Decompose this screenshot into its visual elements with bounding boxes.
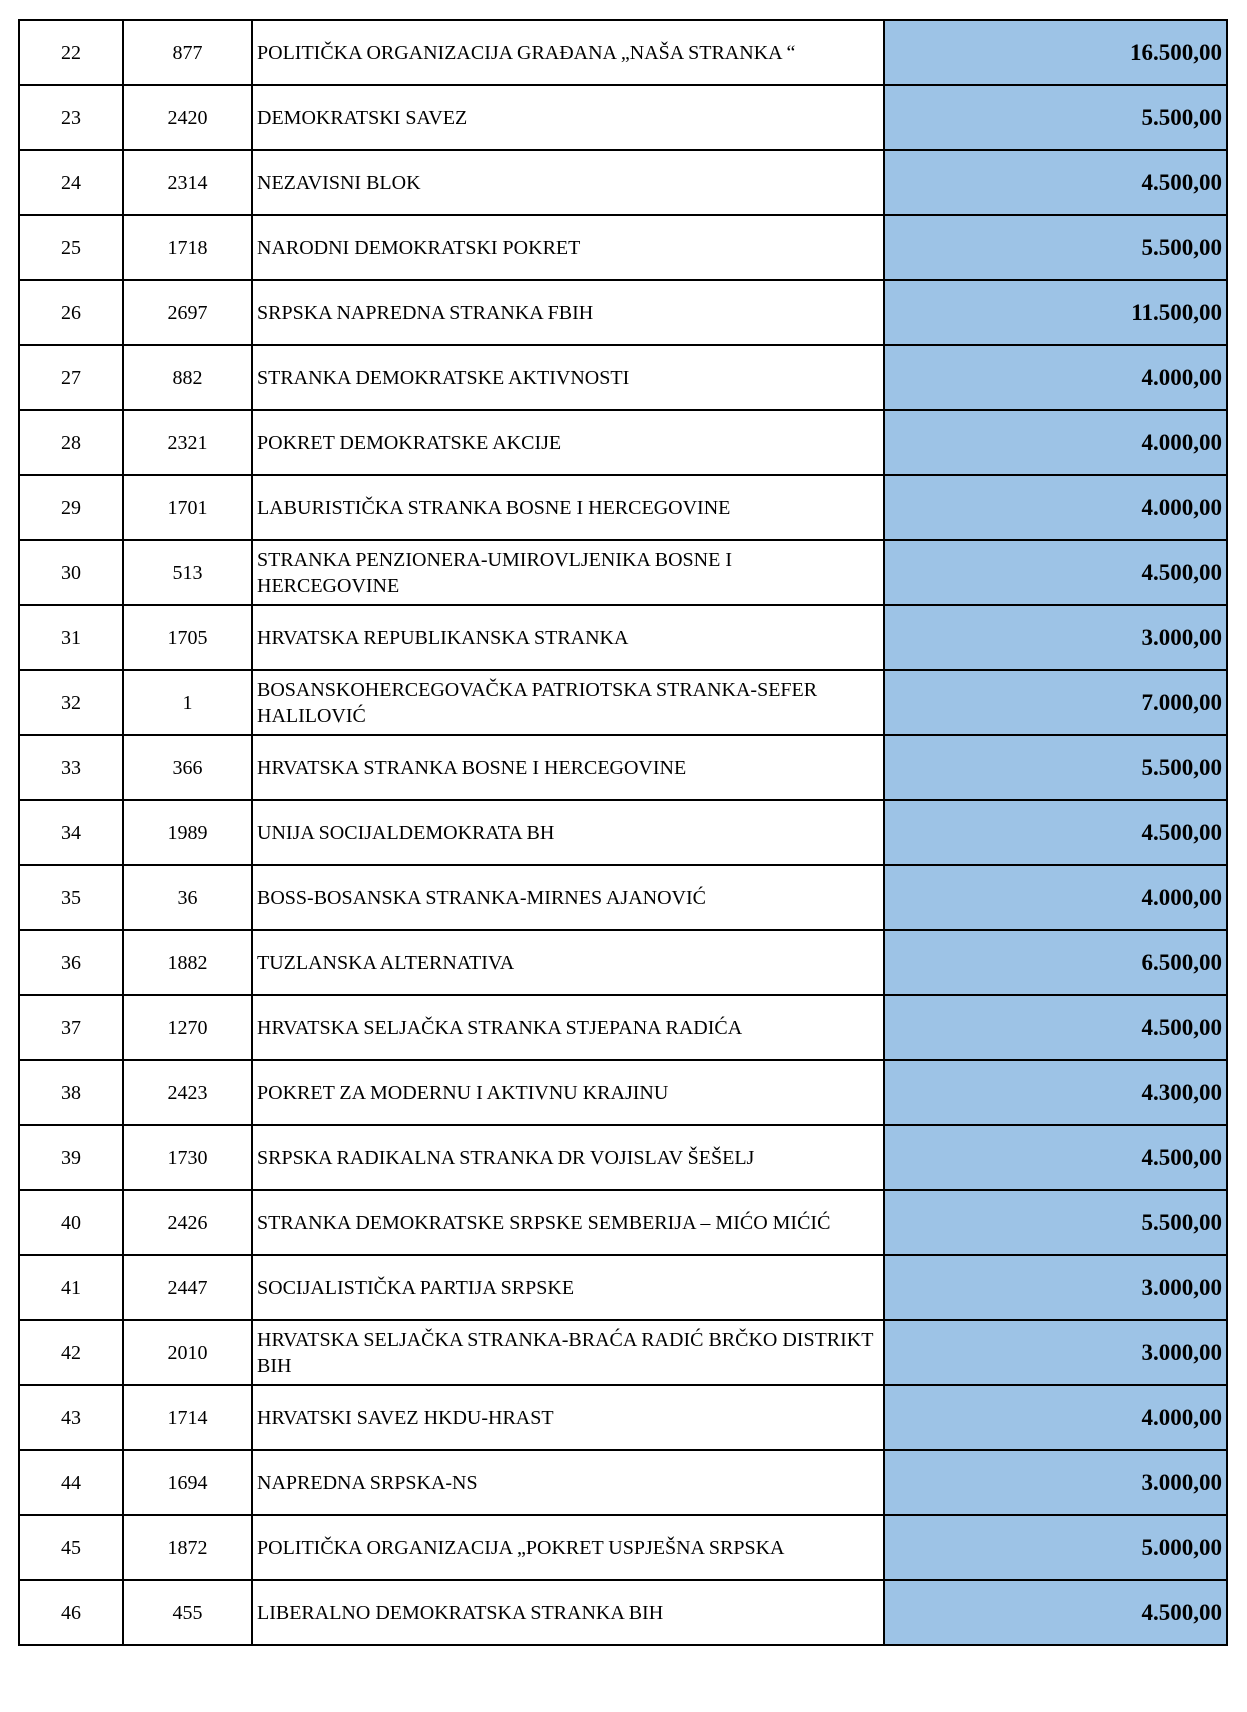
table-row bbox=[19, 215, 1227, 280]
amount-cell: 5.500,00 bbox=[884, 215, 1227, 280]
table-row bbox=[19, 1515, 1227, 1580]
row-number-cell: 32 bbox=[19, 670, 123, 735]
party-id-cell: 2314 bbox=[123, 150, 252, 215]
table-row bbox=[19, 410, 1227, 475]
party-id-cell: 1882 bbox=[123, 930, 252, 995]
amount-cell: 4.500,00 bbox=[884, 540, 1227, 605]
party-id-cell: 877 bbox=[123, 20, 252, 85]
amount-cell: 4.000,00 bbox=[884, 475, 1227, 540]
party-id-cell: 1270 bbox=[123, 995, 252, 1060]
party-name-cell: LABURISTIČKA STRANKA BOSNE I HERCEGOVINE bbox=[252, 475, 884, 540]
table-row bbox=[19, 540, 1227, 605]
row-number-cell: 36 bbox=[19, 930, 123, 995]
amount-cell: 4.000,00 bbox=[884, 410, 1227, 475]
party-name-cell: STRANKA DEMOKRATSKE SRPSKE SEMBERIJA – MIĆO MIĆIĆ bbox=[252, 1190, 884, 1255]
amount-cell: 4.500,00 bbox=[884, 150, 1227, 215]
party-id-cell: 2447 bbox=[123, 1255, 252, 1320]
table-body bbox=[19, 20, 1227, 1645]
row-number-cell: 37 bbox=[19, 995, 123, 1060]
party-id-cell: 1730 bbox=[123, 1125, 252, 1190]
party-id-cell: 1701 bbox=[123, 475, 252, 540]
amount-cell: 3.000,00 bbox=[884, 1450, 1227, 1515]
party-id-cell: 2423 bbox=[123, 1060, 252, 1125]
row-number-cell: 44 bbox=[19, 1450, 123, 1515]
party-name-cell: HRVATSKA REPUBLIKANSKA STRANKA bbox=[252, 605, 884, 670]
row-number-cell: 26 bbox=[19, 280, 123, 345]
party-funding-table bbox=[18, 19, 1228, 1646]
amount-cell: 3.000,00 bbox=[884, 1255, 1227, 1320]
party-name-cell: LIBERALNO DEMOKRATSKA STRANKA BIH bbox=[252, 1580, 884, 1645]
table-row bbox=[19, 1255, 1227, 1320]
party-name-cell: NAPREDNA SRPSKA-NS bbox=[252, 1450, 884, 1515]
party-id-cell: 1714 bbox=[123, 1385, 252, 1450]
row-number-cell: 46 bbox=[19, 1580, 123, 1645]
party-id-cell: 2697 bbox=[123, 280, 252, 345]
party-name-cell: STRANKA PENZIONERA-UMIROVLJENIKA BOSNE I HERCEGOVINE bbox=[252, 540, 884, 605]
amount-cell: 11.500,00 bbox=[884, 280, 1227, 345]
party-id-cell: 1989 bbox=[123, 800, 252, 865]
party-id-cell: 1872 bbox=[123, 1515, 252, 1580]
table-row bbox=[19, 475, 1227, 540]
table-row bbox=[19, 605, 1227, 670]
table-row bbox=[19, 1385, 1227, 1450]
table-row bbox=[19, 930, 1227, 995]
row-number-cell: 24 bbox=[19, 150, 123, 215]
party-id-cell: 2426 bbox=[123, 1190, 252, 1255]
amount-cell: 4.500,00 bbox=[884, 1580, 1227, 1645]
row-number-cell: 30 bbox=[19, 540, 123, 605]
amount-cell: 5.000,00 bbox=[884, 1515, 1227, 1580]
table-row bbox=[19, 865, 1227, 930]
amount-cell: 3.000,00 bbox=[884, 1320, 1227, 1385]
party-name-cell: POKRET DEMOKRATSKE AKCIJE bbox=[252, 410, 884, 475]
party-name-cell: SOCIJALISTIČKA PARTIJA SRPSKE bbox=[252, 1255, 884, 1320]
table-row bbox=[19, 1060, 1227, 1125]
table-row bbox=[19, 1580, 1227, 1645]
table-row bbox=[19, 1450, 1227, 1515]
party-id-cell: 1718 bbox=[123, 215, 252, 280]
party-name-cell: POLITIČKA ORGANIZACIJA „POKRET USPJEŠNA SRPSKA bbox=[252, 1515, 884, 1580]
party-id-cell: 882 bbox=[123, 345, 252, 410]
table-row bbox=[19, 280, 1227, 345]
table-row bbox=[19, 1125, 1227, 1190]
table-row bbox=[19, 670, 1227, 735]
table-row bbox=[19, 345, 1227, 410]
row-number-cell: 43 bbox=[19, 1385, 123, 1450]
party-name-cell: NARODNI DEMOKRATSKI POKRET bbox=[252, 215, 884, 280]
party-name-cell: BOSANSKOHERCEGOVAČKA PATRIOTSKA STRANKA-SEFER HALILOVIĆ bbox=[252, 670, 884, 735]
amount-cell: 4.300,00 bbox=[884, 1060, 1227, 1125]
party-name-cell: SRPSKA NAPREDNA STRANKA FBIH bbox=[252, 280, 884, 345]
amount-cell: 7.000,00 bbox=[884, 670, 1227, 735]
amount-cell: 5.500,00 bbox=[884, 1190, 1227, 1255]
party-name-cell: HRVATSKA SELJAČKA STRANKA STJEPANA RADIĆA bbox=[252, 995, 884, 1060]
table-row bbox=[19, 20, 1227, 85]
party-name-cell: POKRET ZA MODERNU I AKTIVNU KRAJINU bbox=[252, 1060, 884, 1125]
party-name-cell: UNIJA SOCIJALDEMOKRATA BH bbox=[252, 800, 884, 865]
party-id-cell: 2420 bbox=[123, 85, 252, 150]
party-name-cell: NEZAVISNI BLOK bbox=[252, 150, 884, 215]
party-name-cell: POLITIČKA ORGANIZACIJA GRAĐANA „NAŠA STRANKA “ bbox=[252, 20, 884, 85]
row-number-cell: 40 bbox=[19, 1190, 123, 1255]
table-row bbox=[19, 1190, 1227, 1255]
party-id-cell: 36 bbox=[123, 865, 252, 930]
row-number-cell: 27 bbox=[19, 345, 123, 410]
row-number-cell: 25 bbox=[19, 215, 123, 280]
amount-cell: 4.500,00 bbox=[884, 995, 1227, 1060]
amount-cell: 4.000,00 bbox=[884, 345, 1227, 410]
row-number-cell: 28 bbox=[19, 410, 123, 475]
party-id-cell: 1 bbox=[123, 670, 252, 735]
party-id-cell: 513 bbox=[123, 540, 252, 605]
row-number-cell: 45 bbox=[19, 1515, 123, 1580]
row-number-cell: 38 bbox=[19, 1060, 123, 1125]
amount-cell: 5.500,00 bbox=[884, 85, 1227, 150]
party-name-cell: BOSS-BOSANSKA STRANKA-MIRNES AJANOVIĆ bbox=[252, 865, 884, 930]
party-name-cell: STRANKA DEMOKRATSKE AKTIVNOSTI bbox=[252, 345, 884, 410]
party-name-cell: HRVATSKI SAVEZ HKDU-HRAST bbox=[252, 1385, 884, 1450]
party-id-cell: 2321 bbox=[123, 410, 252, 475]
party-id-cell: 1694 bbox=[123, 1450, 252, 1515]
table-row bbox=[19, 85, 1227, 150]
row-number-cell: 42 bbox=[19, 1320, 123, 1385]
row-number-cell: 33 bbox=[19, 735, 123, 800]
amount-cell: 3.000,00 bbox=[884, 605, 1227, 670]
row-number-cell: 31 bbox=[19, 605, 123, 670]
amount-cell: 6.500,00 bbox=[884, 930, 1227, 995]
row-number-cell: 29 bbox=[19, 475, 123, 540]
amount-cell: 4.500,00 bbox=[884, 1125, 1227, 1190]
table-row bbox=[19, 995, 1227, 1060]
row-number-cell: 39 bbox=[19, 1125, 123, 1190]
party-id-cell: 2010 bbox=[123, 1320, 252, 1385]
amount-cell: 16.500,00 bbox=[884, 20, 1227, 85]
party-name-cell: HRVATSKA STRANKA BOSNE I HERCEGOVINE bbox=[252, 735, 884, 800]
amount-cell: 5.500,00 bbox=[884, 735, 1227, 800]
row-number-cell: 34 bbox=[19, 800, 123, 865]
party-name-cell: TUZLANSKA ALTERNATIVA bbox=[252, 930, 884, 995]
amount-cell: 4.000,00 bbox=[884, 865, 1227, 930]
row-number-cell: 22 bbox=[19, 20, 123, 85]
amount-cell: 4.000,00 bbox=[884, 1385, 1227, 1450]
party-name-cell: HRVATSKA SELJAČKA STRANKA-BRAĆA RADIĆ BRČKO DISTRIKT BIH bbox=[252, 1320, 884, 1385]
amount-cell: 4.500,00 bbox=[884, 800, 1227, 865]
row-number-cell: 35 bbox=[19, 865, 123, 930]
party-id-cell: 1705 bbox=[123, 605, 252, 670]
table-row bbox=[19, 1320, 1227, 1385]
party-id-cell: 455 bbox=[123, 1580, 252, 1645]
row-number-cell: 41 bbox=[19, 1255, 123, 1320]
party-name-cell: DEMOKRATSKI SAVEZ bbox=[252, 85, 884, 150]
table-row bbox=[19, 800, 1227, 865]
table-row bbox=[19, 150, 1227, 215]
row-number-cell: 23 bbox=[19, 85, 123, 150]
table-row bbox=[19, 735, 1227, 800]
party-name-cell: SRPSKA RADIKALNA STRANKA DR VOJISLAV ŠEŠELJ bbox=[252, 1125, 884, 1190]
party-id-cell: 366 bbox=[123, 735, 252, 800]
